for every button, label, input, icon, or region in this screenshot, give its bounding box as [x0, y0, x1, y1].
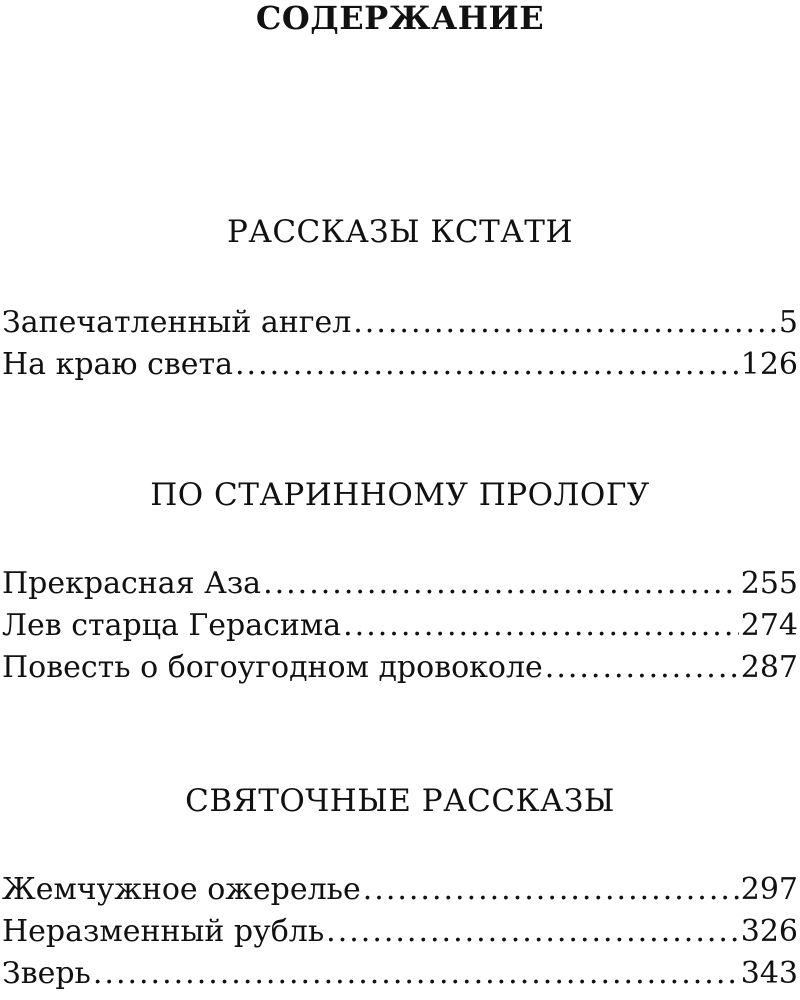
toc-entry — [2, 872, 798, 908]
toc-entry — [2, 914, 798, 950]
toc-entry — [2, 347, 798, 383]
toc-entry-page: 126 — [740, 347, 798, 382]
toc-entry-title: Жемчужное ожерелье — [2, 872, 361, 907]
toc-entry-page: 326 — [740, 914, 798, 949]
toc-dot-leader — [343, 608, 739, 644]
toc-entry — [2, 305, 798, 341]
section-heading-old-prologue: ПО СТАРИННОМУ ПРОЛОГУ — [150, 477, 650, 513]
toc-entry-page: 297 — [740, 872, 798, 907]
toc-entry — [2, 956, 798, 992]
toc-entry — [2, 650, 798, 686]
toc-entry-page: 287 — [740, 650, 798, 685]
toc-entry-title: Прекрасная Аза — [2, 566, 262, 601]
toc-entry-title: Лев старца Герасима — [2, 608, 342, 643]
toc-dot-leader — [235, 347, 739, 383]
toc-entry-page: 274 — [740, 608, 798, 643]
toc-entry-title: На краю света — [2, 347, 234, 382]
toc-dot-leader — [545, 650, 739, 686]
toc-entry-title: Зверь — [2, 956, 91, 991]
toc-dot-leader — [93, 956, 739, 992]
toc-entry-title: Повесть о богоугодном дровоколе — [2, 650, 543, 685]
toc-entry-page: 255 — [740, 566, 798, 601]
toc-entry — [2, 566, 798, 602]
section-heading-christmas-stories: СВЯТОЧНЫЕ РАССКАЗЫ — [185, 783, 615, 819]
toc-dot-leader — [263, 566, 739, 602]
toc-dot-leader — [353, 305, 777, 341]
toc-entry — [2, 608, 798, 644]
section-heading-stories-apropos: РАССКАЗЫ КСТАТИ — [227, 214, 573, 250]
toc-entry-title: Неразменный рубль — [2, 914, 325, 949]
page-title: СОДЕРЖАНИЕ — [255, 0, 545, 37]
toc-entry-page: 343 — [740, 956, 798, 991]
toc-entry-page: 5 — [778, 305, 798, 340]
toc-dot-leader — [326, 914, 739, 950]
toc-dot-leader — [363, 872, 739, 908]
toc-entry-title: Запечатленный ангел — [2, 305, 352, 340]
